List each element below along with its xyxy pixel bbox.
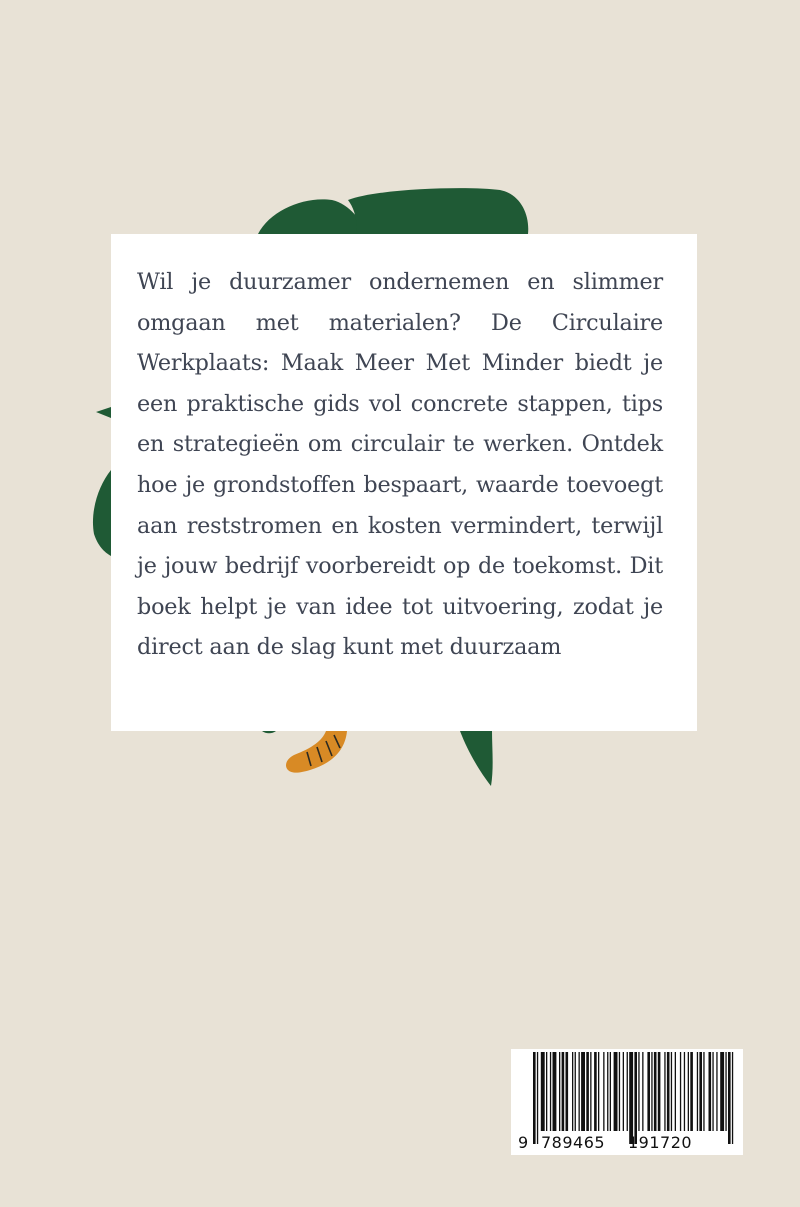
barcode-bar (559, 1052, 560, 1131)
barcode-bar (688, 1052, 689, 1131)
barcode-bar (690, 1052, 693, 1131)
barcode-bar (541, 1052, 545, 1131)
barcode-bar (623, 1052, 624, 1131)
barcode-bar (642, 1052, 643, 1131)
stem (286, 731, 347, 773)
isbn-right-digits: 191720 (628, 1133, 693, 1152)
barcode-bar (654, 1052, 657, 1131)
barcode-bar (658, 1052, 661, 1131)
leaf-lobe-top-right (348, 188, 528, 234)
leaf-lobe-bottom-right (460, 731, 493, 786)
barcode-bar (610, 1052, 611, 1131)
barcode-bar (709, 1052, 712, 1131)
barcode-bar (703, 1052, 704, 1131)
barcode-bar (598, 1052, 599, 1131)
barcode-bar (594, 1052, 597, 1131)
barcode-bar (629, 1052, 633, 1144)
barcode-bar (697, 1052, 698, 1131)
barcode-bar (566, 1052, 569, 1131)
barcode-bar (647, 1052, 650, 1131)
barcode-bar (553, 1052, 557, 1131)
barcode-bar (575, 1052, 576, 1131)
leaf-spike-left (96, 407, 111, 418)
barcode-bar (638, 1052, 639, 1131)
blurb-text: Wil je duurzamer ondernemen en slimmer omgaan met materialen? De Circulaire Werkplaats: Maak Meer Met Minder biedt je een praktische gids vol concrete stappen, tips en strategieën om circulair te werken. Ontdek hoe je grondstoffen bespaart, waarde toevoegt aan reststromen en kosten vermindert, terwijl je jouw bedrijf voorbereidt op de toekomst. Dit boek helpt je van idee tot uitvoering, zodat je direct aan de slag kunt met duurzaam (137, 269, 663, 661)
barcode-bar (550, 1052, 551, 1131)
isbn-left-digits: 789465 (541, 1133, 606, 1152)
barcode-bar (667, 1052, 670, 1131)
barcode-bar (546, 1052, 547, 1131)
leaf-lobe-bottom-left (262, 731, 276, 733)
barcode-bar (627, 1052, 628, 1131)
barcode-bar (680, 1052, 681, 1131)
barcode-bar (675, 1052, 676, 1131)
barcode-bar (732, 1052, 733, 1144)
isbn-first-digit: 9 (518, 1133, 529, 1152)
barcode-bar (619, 1052, 620, 1131)
barcode-bar (586, 1052, 589, 1131)
barcode-bar (537, 1052, 538, 1144)
barcode-bar (716, 1052, 717, 1131)
barcode-bar (712, 1052, 713, 1131)
leaf-lobe-left (93, 470, 111, 556)
isbn-number (511, 1133, 743, 1153)
barcode-bar (590, 1052, 591, 1131)
barcode-bar (699, 1052, 702, 1131)
barcode-bar (562, 1052, 565, 1131)
barcode-bar (634, 1052, 637, 1144)
leaf-lobe-top-left (258, 199, 367, 234)
barcode-bar (533, 1052, 536, 1144)
barcode-bar (725, 1052, 726, 1131)
barcode-bar (684, 1052, 685, 1131)
barcode-bar (607, 1052, 608, 1131)
barcode-bar (614, 1052, 618, 1131)
barcode-bar (720, 1052, 724, 1131)
barcode-bar (572, 1052, 573, 1131)
barcode-bar (728, 1052, 731, 1144)
barcode-bar (671, 1052, 672, 1131)
barcode-bar (579, 1052, 580, 1131)
barcode-bar (603, 1052, 604, 1131)
barcode-bar (664, 1052, 665, 1131)
barcode-bar (581, 1052, 585, 1131)
blurb-panel (111, 234, 697, 731)
barcode-bar (651, 1052, 652, 1131)
isbn-barcode (511, 1049, 743, 1155)
